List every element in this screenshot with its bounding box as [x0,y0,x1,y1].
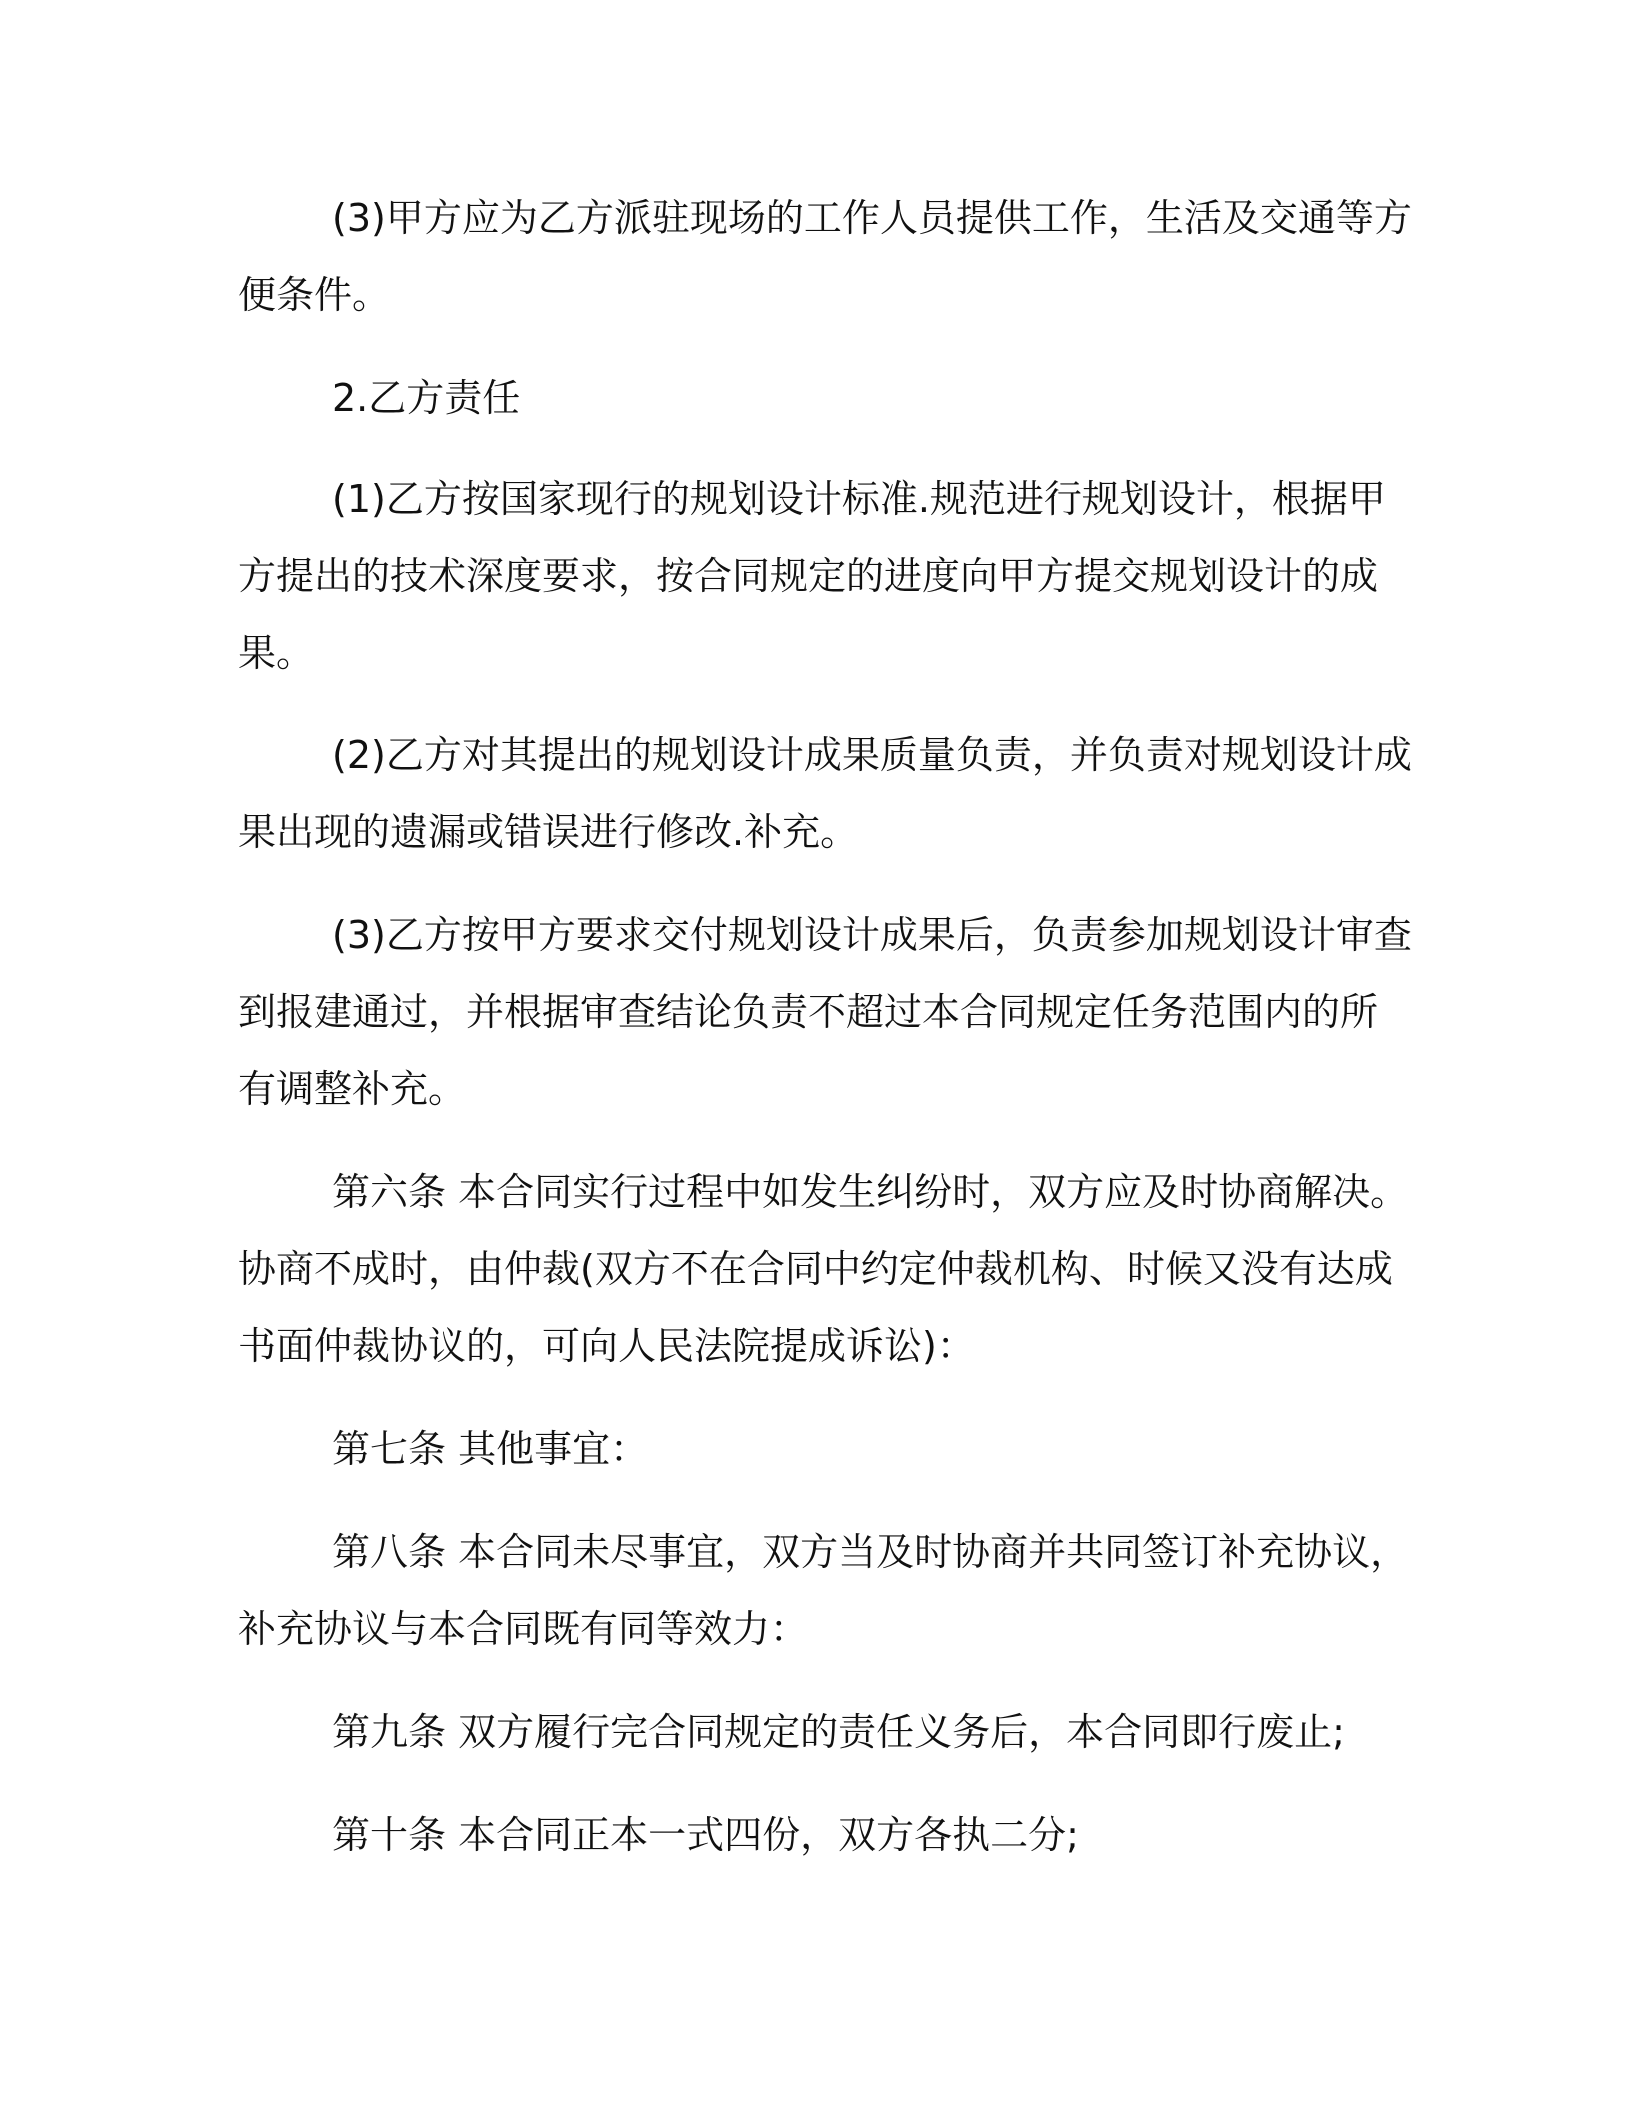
article-8-line-2: 补充协议与本合同既有同等效力： [238,1607,809,1651]
article-6-line-1: 第六条 本合同实行过程中如发生纠纷时，双方应及时协商解决。 [332,1170,1409,1214]
article-8-line-1: 第八条 本合同未尽事宜，双方当及时协商并共同签订补充协议， [332,1530,1409,1574]
article-6-line-3: 书面仲裁协议的，可向人民法院提成诉讼)： [238,1324,975,1368]
paragraph-3b-line-3: 有调整补充。 [238,1067,467,1111]
article-7: 第七条 其他事宜： [332,1427,649,1471]
paragraph-3a-line-2: 便条件。 [238,273,391,317]
paragraph-3a-line-1: (3)甲方应为乙方派驻现场的工作人员提供工作，生活及交通等方 [332,196,1412,240]
section-heading-party-b: 2.乙方责任 [332,376,521,420]
paragraph-2-line-2: 果出现的遗漏或错误进行修改.补充。 [238,810,859,854]
paragraph-2-line-1: (2)乙方对其提出的规划设计成果质量负责，并负责对规划设计成 [332,733,1412,777]
article-9: 第九条 双方履行完合同规定的责任义务后，本合同即行废止; [332,1710,1345,1754]
paragraph-1-line-2: 方提出的技术深度要求，按合同规定的进度向甲方提交规划设计的成 [238,554,1379,598]
paragraph-3b-line-2: 到报建通过，并根据审查结论负责不超过本合同规定任务范围内的所 [238,990,1379,1034]
article-10: 第十条 本合同正本一式四份，双方各执二分; [332,1813,1079,1857]
paragraph-3b-line-1: (3)乙方按甲方要求交付规划设计成果后，负责参加规划设计审查 [332,913,1412,957]
paragraph-1-line-3: 果。 [238,631,315,675]
paragraph-1-line-1: (1)乙方按国家现行的规划设计标准.规范进行规划设计，根据甲 [332,477,1386,521]
article-6-line-2: 协商不成时，由仲裁(双方不在合同中约定仲裁机构、时候又没有达成 [238,1247,1393,1291]
